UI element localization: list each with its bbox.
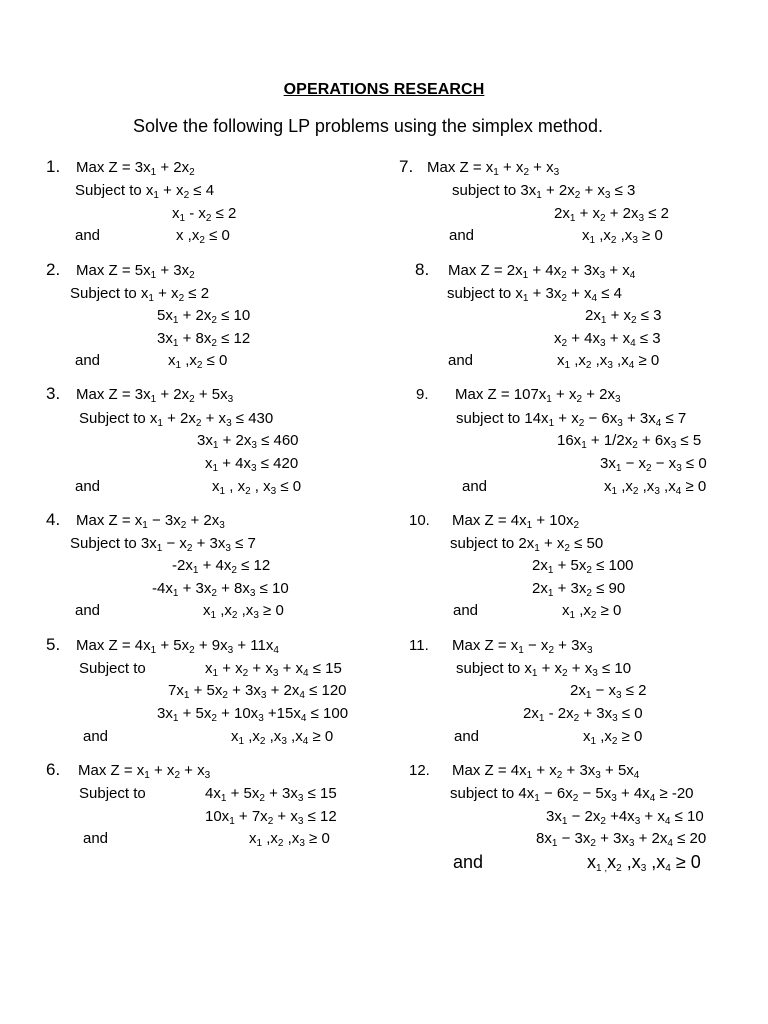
nonneg-label: and [75,602,101,619]
constraint: subject to $4x_1 - 6x_2 - 5x_3 + 4x_4 \ge -20$ [450,785,694,804]
constraint: $3x_1 + 8x_2 \le 12$ [157,330,251,349]
nonneg-condition: $x_{1 ,}x_2$ $,x_3$ $,x_4 \ge 0$ [587,852,701,874]
nonneg-condition: $x_1$ $,x_2 \ge 0$ [562,602,622,621]
nonneg-condition: $x_1$ , $x_2$ , $x_3 \le 0$ [212,478,302,497]
nonneg-label: and [448,352,474,369]
problem-number: 6. [46,760,61,779]
constraint: $x_2 + 4x_3 + x_4 \le 3$ [554,330,661,349]
constraint: $4x_1 + 5x_2 + 3x_3 \le 15$ [205,785,337,804]
page-title: OPERATIONS RESEARCH [283,81,485,98]
constraint: $-4x_1 + 3x_2 + 8x_3 \le 10$ [152,580,289,599]
constraint: subject to $x_1 + 3x_2 + x_4 \le 4$ [447,285,623,304]
constraint: $2x_1 + 3x_2 \le 90$ [532,580,626,599]
constraint: $x_1 - x_2 \le 2$ [172,205,237,224]
objective: Max $Z = 4x_1 + 5x_2 + 9x_3 + 11x_4$ [76,637,279,656]
nonneg-label: and [449,227,475,244]
nonneg-label: and [75,478,101,495]
nonneg-label: and [454,728,480,745]
problem-number: 8. [415,260,430,279]
constraint: $3x_1 - 2x_2 +4x_3 + x_4 \le 10$ [546,808,704,827]
problem-number: 11. [409,637,429,654]
constraint: Subject to $x_1 + x_2 \le 2$ [70,285,210,304]
page-subtitle: Solve the following LP problems using the simplex method. [133,116,603,136]
objective: Max $Z = x_1 - 3x_2 + 2x_3$ [76,512,225,531]
constraint: $x_1 + x_2 + x_3 + x_4 \le 15$ [205,660,342,679]
problem-number: 12. [409,762,430,779]
constraint: $2x_1 + x_2 \le 3$ [585,307,662,326]
objective: Max $Z = 3x_1 + 2x_2 + 5x_3$ [76,386,234,405]
objective: Max $Z = 5x_1 + 3x_2$ [76,262,195,281]
nonneg-condition: $x_1$ $,x_2$ $,x_3$ $,x_4 \ge 0$ [557,352,660,371]
constraint: Subject to [79,660,146,677]
constraint: $16x_1 + 1/2x_2 + 6x_3 \le 5$ [557,432,702,451]
nonneg-condition: $x_1$ $,x_2 \ge 0$ [583,728,643,747]
nonneg-label: and [453,852,484,872]
objective: Max $Z = 3x_1 + 2x_2$ [76,159,195,178]
nonneg-label: and [75,352,101,369]
constraint: Subject to $x_1 + 2x_2 + x_3 \le 430$ [79,410,274,429]
nonneg-condition: $x_1$ $,x_2$ $,x_3 \ge 0$ [203,602,284,621]
problem-number: 7. [399,157,414,176]
nonneg-label: and [83,728,109,745]
constraint: $-2x_1 + 4x_2 \le 12$ [172,557,271,576]
constraint: Subject to [79,785,146,802]
nonneg-label: and [75,227,101,244]
constraint: $3x_1 + 5x_2 + 10x_3 +15x_4 \le 100$ [157,705,349,724]
constraint: $8x_1 - 3x_2 + 3x_3 + 2x_4 \le 20$ [536,830,707,849]
problem-number: 3. [46,384,61,403]
constraint: $2x_1 + x_2 + 2x_3 \le 2$ [554,205,669,224]
constraint: subject to $14x_1 + x_2 - 6x_3 + 3x_4 \le 7$ [456,410,687,429]
constraint: $3x_1 + 2x_3 \le 460$ [197,432,299,451]
nonneg-condition: x $,x_2 \le 0$ [176,227,230,246]
constraint: $3x_1 - x_2 - x_3 \le 0$ [600,455,707,474]
problem-number: 1. [46,157,61,176]
nonneg-label: and [83,830,109,847]
constraint: Subject to $x_1 + x_2 \le 4$ [75,182,215,201]
problem-number: 4. [46,510,61,529]
nonneg-label: and [453,602,479,619]
constraint: $2x_1 - x_3 \le 2$ [570,682,647,701]
constraint: $7x_1 + 5x_2 + 3x_3 + 2x_4 \le 120$ [168,682,347,701]
problem-number: 10. [409,512,430,529]
constraint: $5x_1 + 2x_2 \le 10$ [157,307,251,326]
problem-number: 9. [416,386,429,403]
constraint: Subject to $3x_1 - x_2 + 3x_3 \le 7$ [70,535,256,554]
objective: Max $Z = x_1 + x_2 + x_3$ [427,159,560,178]
problem-number: 5. [46,635,61,654]
objective: Max $Z = 4x_1 + 10x_2$ [452,512,580,531]
objective: Max $Z = x_1 - x_2 + 3x_3$ [452,637,593,656]
objective: Max $Z = x_1 + x_2 + x_3$ [78,762,211,781]
nonneg-label: and [462,478,488,495]
constraint: $2x_1 + 5x_2 \le 100$ [532,557,634,576]
nonneg-condition: $x_1$ $,x_2$ $,x_3$ $,x_4 \ge 0$ [231,728,334,747]
nonneg-condition: $x_1$ $,x_2$ $,x_3 \ge 0$ [249,830,330,849]
nonneg-condition: $x_1$ $,x_2 \le 0$ [168,352,228,371]
nonneg-condition: $x_1$ $,x_2$ $,x_3$ $,x_4 \ge 0$ [604,478,707,497]
constraint: $2x_1 - 2x_2 + 3x_3 \le 0$ [523,705,643,724]
constraint: subject to $x_1 + x_2 + x_3 \le 10$ [456,660,632,679]
constraint: $10x_1 + 7x_2 + x_3 \le 12$ [205,808,337,827]
objective: Max $Z = 2x_1 + 4x_2 + 3x_3 + x_4$ [448,262,636,281]
constraint: subject to $2x_1 + x_2 \le 50$ [450,535,604,554]
constraint: subject to $3x_1 + 2x_2 + x_3 \le 3$ [452,182,636,201]
objective: Max $Z = 107x_1 + x_2 + 2x_3$ [455,386,621,405]
constraint: $x_1 + 4x_3 \le 420$ [205,455,299,474]
problem-number: 2. [46,260,61,279]
objective: Max $Z = 4x_1 + x_2 + 3x_3 + 5x_4$ [452,762,640,781]
nonneg-condition: $x_1$ $,x_2$ $,x_3 \ge 0$ [582,227,663,246]
